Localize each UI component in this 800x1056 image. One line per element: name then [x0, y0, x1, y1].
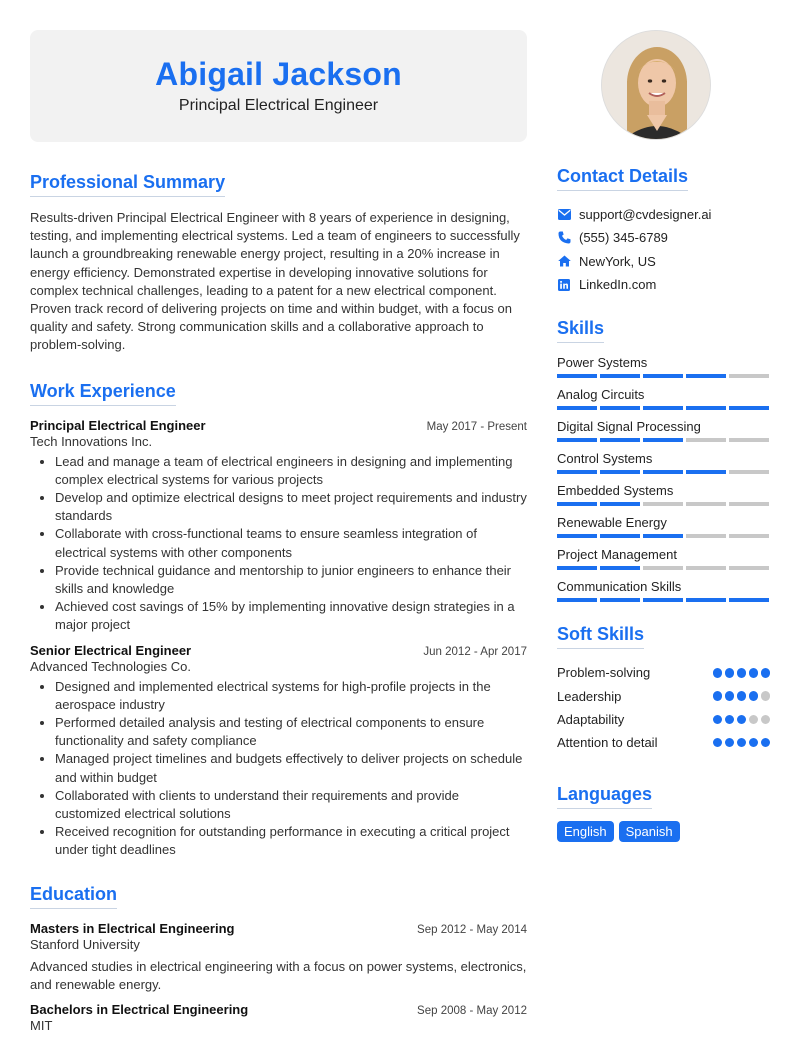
rating-dot [737, 715, 747, 725]
soft-skill-rating [713, 715, 771, 725]
soft-skill-name: Adaptability [557, 711, 625, 727]
skill-level-segment [643, 598, 683, 602]
job-company: Tech Innovations Inc. [30, 433, 153, 449]
skill-level-segment [686, 566, 726, 570]
education-section [30, 884, 527, 1033]
rating-dot [761, 691, 771, 701]
rating-dot [761, 668, 771, 678]
job-date: Jun 2012 - Apr 2017 [423, 645, 527, 658]
skill-item [557, 547, 770, 570]
skill-item [557, 419, 770, 442]
skill-level-bar [557, 534, 770, 538]
rating-dot [749, 738, 759, 748]
skill-level-segment [729, 470, 769, 474]
skill-level-segment [557, 534, 597, 538]
bullet-item: • Designed and implemented electrical systems for high-profile projects in the aerospace industry [55, 678, 527, 714]
rating-dot [725, 738, 735, 748]
skill-name: Control Systems [557, 451, 653, 467]
bullet-item: • Achieved cost savings of 15% by implementing innovative design strategies in a major project [55, 598, 527, 634]
soft-skill-item [557, 661, 770, 684]
language-tag: English [557, 821, 614, 842]
education-date: Sep 2008 - May 2012 [417, 1005, 527, 1018]
skill-name: Project Management [557, 547, 677, 563]
skill-level-segment [600, 406, 640, 410]
contact-email[interactable] [557, 203, 770, 226]
rating-dot [725, 668, 735, 678]
linkedin-icon [557, 278, 571, 292]
job-title: Principal Electrical Engineer [30, 417, 206, 433]
skill-level-segment [643, 406, 683, 410]
main-column [30, 172, 527, 1041]
skill-level-segment [729, 598, 769, 602]
bullet-item: • Provide technical guidance and mentorship to junior engineers to enhance their skills and knowledge [55, 562, 527, 598]
skill-item [557, 355, 770, 378]
rating-dot [749, 668, 759, 678]
skill-name: Digital Signal Processing [557, 419, 701, 435]
rating-dot [725, 715, 735, 725]
contact-linkedin[interactable] [557, 273, 770, 296]
education-entry [30, 1002, 527, 1033]
skill-level-bar [557, 598, 770, 602]
skill-level-segment [600, 566, 640, 570]
skill-item [557, 451, 770, 474]
skill-item [557, 579, 770, 602]
skill-level-segment [729, 502, 769, 506]
skill-level-bar [557, 406, 770, 410]
section-heading-contact: Contact Details [557, 166, 688, 191]
skill-level-segment [729, 374, 769, 378]
languages-section [557, 784, 770, 842]
bullet-item: • Performed detailed analysis and testing of electrical components to ensure functionality and safety compliance [55, 714, 527, 750]
rating-dot [761, 738, 771, 748]
section-heading-languages: Languages [557, 784, 652, 809]
rating-dot [749, 715, 759, 725]
job-bullets [55, 453, 527, 635]
summary-section [30, 172, 527, 355]
rating-dot [737, 738, 747, 748]
skill-level-segment [686, 438, 726, 442]
skill-level-bar [557, 438, 770, 442]
school: Stanford University [30, 936, 140, 952]
section-heading-skills: Skills [557, 318, 604, 343]
skill-level-bar [557, 566, 770, 570]
bullet-item: • Managed project timelines and budgets effectively to deliver projects on schedule and within budget [55, 750, 527, 786]
avatar [601, 30, 711, 140]
rating-dot [749, 691, 759, 701]
skill-item [557, 515, 770, 538]
skill-level-segment [686, 598, 726, 602]
soft-skill-name: Problem-solving [557, 665, 651, 681]
section-heading-education: Education [30, 884, 117, 909]
contact-email-text: support@cvdesigner.ai [579, 207, 712, 223]
degree: Masters in Electrical Engineering [30, 920, 235, 936]
skills-list [557, 355, 770, 602]
soft-skill-item [557, 731, 770, 754]
soft-skill-name: Attention to detail [557, 735, 658, 751]
skill-level-segment [557, 598, 597, 602]
skill-level-segment [729, 566, 769, 570]
bullet-item: • Collaborated with clients to understand their requirements and provide customized electrical solutions [55, 787, 527, 823]
skill-level-segment [600, 502, 640, 506]
skill-level-bar [557, 374, 770, 378]
skill-level-segment [643, 534, 683, 538]
skill-level-segment [686, 374, 726, 378]
contact-phone[interactable] [557, 226, 770, 249]
envelope-icon [557, 208, 571, 222]
job-bullets [55, 678, 527, 860]
skill-level-segment [600, 438, 640, 442]
profile-photo-icon [602, 31, 711, 140]
contact-section [557, 166, 770, 296]
candidate-name: Abigail Jackson [155, 56, 402, 92]
skill-level-segment [557, 438, 597, 442]
section-heading-experience: Work Experience [30, 381, 176, 406]
skill-name: Communication Skills [557, 579, 682, 595]
phone-icon [557, 231, 571, 245]
education-entry [30, 921, 527, 994]
skill-level-segment [643, 566, 683, 570]
sidebar-column [557, 166, 770, 842]
skill-level-segment [729, 406, 769, 410]
section-heading-summary: Professional Summary [30, 172, 225, 197]
soft-skill-item [557, 684, 770, 707]
rating-dot [737, 668, 747, 678]
rating-dot [737, 691, 747, 701]
school: MIT [30, 1018, 53, 1034]
skill-name: Power Systems [557, 355, 648, 371]
candidate-title: Principal Electrical Engineer [178, 97, 379, 114]
skill-level-segment [686, 406, 726, 410]
skill-level-segment [600, 534, 640, 538]
skill-level-bar [557, 502, 770, 506]
bullet-item: • Lead and manage a team of electrical engineers in designing and implementing complex electrical systems for various projects [55, 453, 527, 489]
language-tags [557, 821, 770, 842]
rating-dot [761, 715, 771, 725]
skill-level-bar [557, 470, 770, 474]
skill-level-segment [643, 438, 683, 442]
soft-skill-rating [713, 668, 771, 678]
soft-skill-rating [713, 691, 771, 701]
skill-name: Analog Circuits [557, 387, 645, 403]
experience-section [30, 381, 527, 860]
rating-dot [713, 691, 723, 701]
contact-phone-text: (555) 345-6789 [579, 230, 668, 246]
skill-level-segment [686, 502, 726, 506]
skill-level-segment [557, 470, 597, 474]
degree: Bachelors in Electrical Engineering [30, 1002, 249, 1018]
skill-level-segment [557, 566, 597, 570]
job-entry [30, 643, 527, 860]
skill-name: Renewable Energy [557, 515, 667, 531]
education-description: Advanced studies in electrical engineering with a focus on power systems, electronics, and renewable energy. [30, 958, 527, 992]
skill-level-segment [729, 438, 769, 442]
soft-skill-rating [713, 738, 771, 748]
skill-level-segment [557, 374, 597, 378]
skill-level-segment [643, 470, 683, 474]
skill-level-segment [557, 406, 597, 410]
skill-name: Embedded Systems [557, 483, 674, 499]
job-entry [30, 418, 527, 635]
bullet-item: • Collaborate with cross-functional teams to ensure seamless integration of electrical systems with other components [55, 525, 527, 561]
rating-dot [713, 738, 723, 748]
skill-level-segment [686, 470, 726, 474]
language-tag: Spanish [619, 821, 680, 842]
job-title: Senior Electrical Engineer [30, 642, 192, 658]
skill-item [557, 483, 770, 506]
job-date: May 2017 - Present [426, 420, 527, 433]
rating-dot [725, 691, 735, 701]
skill-level-segment [600, 470, 640, 474]
contact-linkedin-text: LinkedIn.com [579, 277, 657, 293]
summary-text: Results-driven Principal Electrical Engineer with 8 years of experience in designing, testing, and implementing electrical systems. Led a team of engineers to successfully launch a groundbreaking renewable energy project, resulting in a 20% increase in energy efficiency. Demonstrated expertise in developing innovative solutions for complex technical challenges, leading to a patent for a new electrical component. Proven track record of delivering projects on time and within budget, with a focus on quality and safety. Strong communication skills and a collaborative approach to problem-solving. [30, 210, 520, 353]
home-icon [557, 254, 571, 268]
header-card [30, 30, 527, 142]
rating-dot [713, 668, 723, 678]
skill-level-segment [643, 502, 683, 506]
skill-level-segment [557, 502, 597, 506]
skill-level-segment [729, 534, 769, 538]
bullet-item: • Develop and optimize electrical designs to meet project requirements and industry standards [55, 489, 527, 525]
contact-location [557, 250, 770, 273]
section-heading-soft-skills: Soft Skills [557, 624, 644, 649]
rating-dot [713, 715, 723, 725]
contact-location-text: NewYork, US [579, 253, 656, 269]
skills-section [557, 318, 770, 602]
job-company: Advanced Technologies Co. [30, 658, 191, 674]
soft-skill-item [557, 708, 770, 731]
skill-level-segment [600, 374, 640, 378]
skill-level-segment [600, 598, 640, 602]
skill-level-segment [643, 374, 683, 378]
soft-skill-name: Leadership [557, 688, 622, 704]
education-date: Sep 2012 - May 2014 [417, 923, 527, 936]
soft-skills-section [557, 624, 770, 754]
soft-skills-list [557, 661, 770, 754]
bullet-item: • Received recognition for outstanding performance in executing a critical project under tight deadlines [55, 823, 527, 859]
skill-level-segment [686, 534, 726, 538]
skill-item [557, 387, 770, 410]
